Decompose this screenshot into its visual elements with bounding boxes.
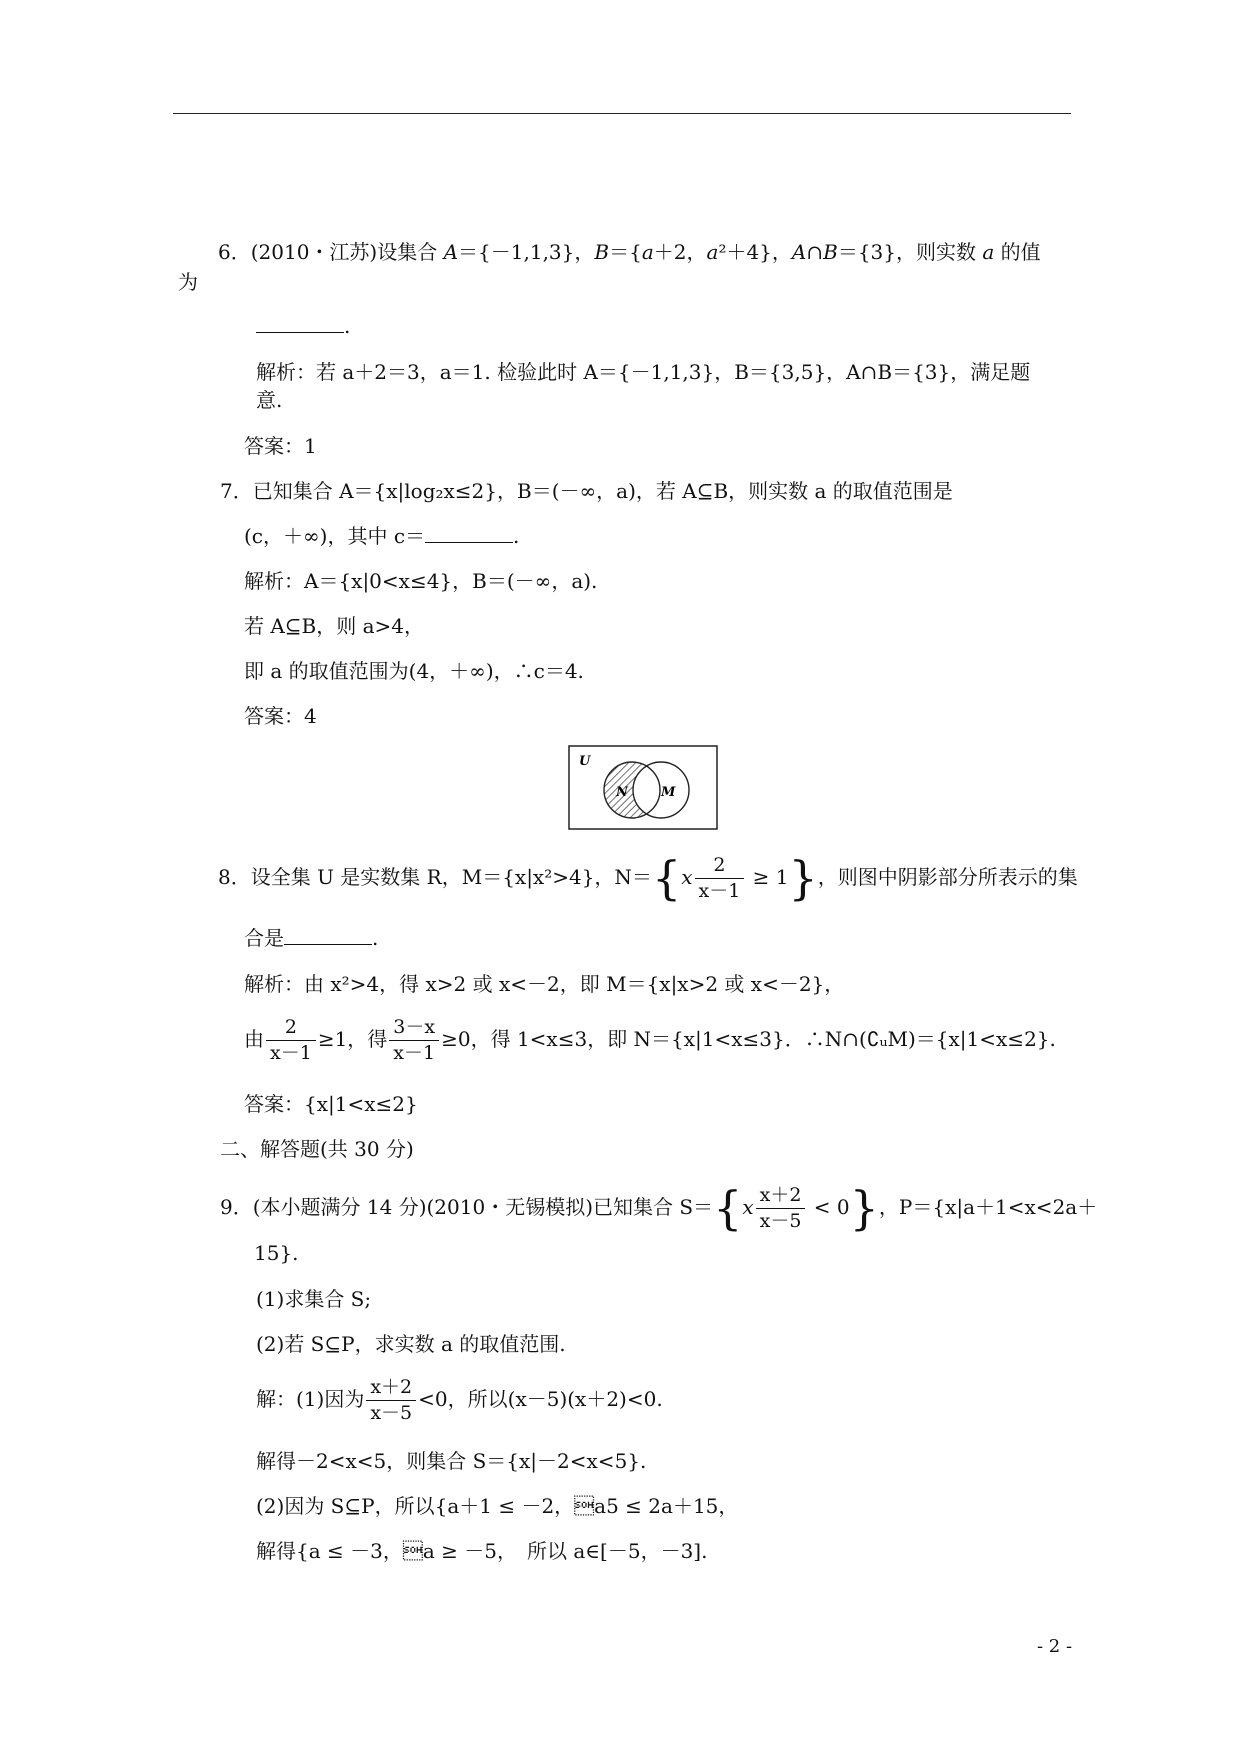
q9-solution-3: (2)因为 S⊆P，所以{a＋1 ≤ －2，a5 ≤ 2a＋15， [256,1494,739,1518]
label-m: M [661,785,676,800]
answer-blank [256,316,344,333]
q7-solution-1: 解析：A＝{x|0<x≤4}，B＝(－∞，a). [244,569,598,593]
fraction: $\frac{3-x}{x-1}$ [389,1018,439,1063]
answer-blank [425,526,513,543]
q9-part2: (2)若 S⊆P，求实数 a 的取值范围. [256,1332,566,1356]
venn-diagram [568,745,718,830]
q7-line2: (c，＋∞)，其中 c＝ . [244,524,520,548]
answer-blank [284,928,372,945]
q8-answer: 答案：{x|1<x≤2} [244,1092,418,1116]
section-heading: 二、解答题(共 30 分) [220,1137,414,1161]
q8-solution-1: 解析：由 x²>4，得 x>2 或 x<－2，即 M＝{x|x>2 或 x<－2}， [244,972,845,996]
q8-line2: 合是 . [244,926,379,950]
fraction: $\frac{2}{x-1}$ [695,856,745,901]
q6-line2: 为 [178,270,198,294]
q6-answer: 答案：1 [244,434,317,458]
q9-line1: 9．(本小题满分 14 分)(2010・无锡模拟)已知集合 S＝{x $\frac{x+2}{x-5}$ < 0}，P＝{x|a＋1<x<2a＋ [220,1181,1098,1236]
q6-blank-line: . [256,316,350,336]
q6-solution-2: 意. [256,388,283,412]
header-rule [173,113,1071,114]
fraction: $\frac{x+2}{x-5}$ [366,1378,416,1423]
q9-solution-1: 解：(1)因为 $\frac{x+2}{x-5}$ <0，所以(x－5)(x＋2)<0. [256,1376,663,1424]
q9-line2: 15}. [254,1241,299,1265]
fraction: $\frac{2}{x-1}$ [266,1018,316,1063]
q7-solution-2: 若 A⊆B，则 a>4， [244,614,425,638]
q7-solution-3: 即 a 的取值范围为(4，＋∞)，∴c＝4. [244,659,584,683]
label-n: N [616,785,628,800]
q7-line1: 7．已知集合 A＝{x|log₂x≤2}，B＝(－∞，a)，若 A⊆B，则实数 a 的取值范围是 [220,479,953,503]
q9-part1: (1)求集合 S; [256,1287,372,1311]
fraction: $\frac{x+2}{x-5}$ [756,1186,806,1231]
q9-solution-2: 解得－2<x<5，则集合 S＝{x|－2<x<5}. [256,1449,647,1473]
q8-solution-2: 由 $\frac{2}{x-1}$ ≥1，得 $\frac{3-x}{x-1}$ ≥0，得 1<x≤3，即 N＝{x|1<x≤3}．∴N∩(∁ᵤM)＝{x|1<x≤2}. [244,1016,1056,1064]
q9-solution-4: 解得{a ≤ －3，a ≥ －5， 所以 a∈[－5，－3]. [256,1539,708,1563]
q6-line1: 6．(2010・江苏)设集合 A＝{－1,1,3}，B＝{a＋2，a²＋4}，A∩B＝{3}，则实数 a 的值 [218,240,1041,264]
page-number: - 2 - [1037,1636,1073,1657]
q6-solution-1: 解析：若 a＋2＝3，a＝1. 检验此时 A＝{－1,1,3}，B＝{3,5}，A∩B＝{3}，满足题 [256,360,1031,384]
label-u: U [579,754,591,769]
q8-line1: 8．设全集 U 是实数集 R，M＝{x|x²>4}，N＝{x $\frac{2}{x-1}$ ≥ 1}，则图中阴影部分所表示的集 [218,851,1078,906]
q7-answer: 答案：4 [244,704,317,728]
